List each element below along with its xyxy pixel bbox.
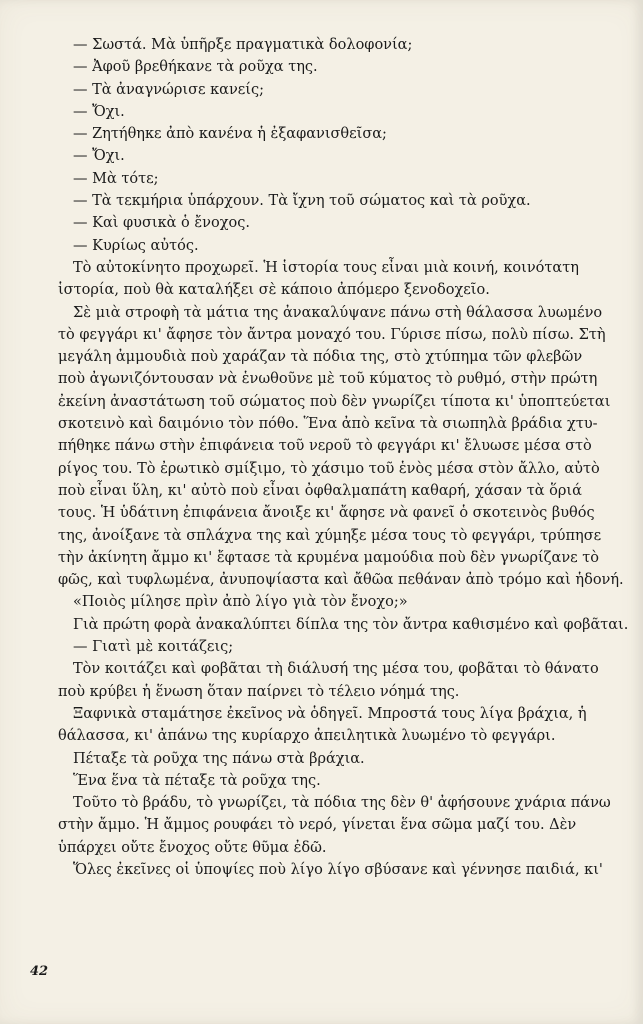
text-line: Τοῦτο τὸ βράδυ, τὸ γνωρίζει, τὰ πόδια της δὲν θ' ἀφήσουνε χνάρια πάνω — [73, 795, 611, 812]
page-number: 42 — [30, 964, 49, 979]
text-line: της, ἀνοίξανε τὰ σπλάχνα της καὶ χύμηξε μέσα τους τὸ φεγγάρι, τρύπησε — [58, 527, 602, 544]
text-line: — Γιατὶ μὲ κοιτάζεις; — [73, 639, 234, 656]
text-line: Ἕνα ἕνα τὰ πέταξε τὰ ροῦχα της. — [73, 772, 321, 789]
text-line: Τὸ αὐτοκίνητο προχωρεῖ. Ἡ ἱστορία τους εἶναι μιὰ κοινή, κοινότατη — [73, 259, 579, 276]
text-line: ὑπάρχει οὔτε ἔνοχος οὔτε θῦμα ἐδῶ. — [58, 839, 327, 856]
text-line: Γιὰ πρώτη φορὰ ἀνακαλύπτει δίπλα της τὸν ἄντρα καθισμένο καὶ φοβᾶται. — [72, 616, 629, 633]
text-line: στὴν ἄμμο. Ἡ ἄμμος ρουφάει τὸ νερό, γίνεται ἕνα σῶμα μαζί του. Δὲν — [58, 817, 577, 834]
text-line: Ὅλες ἐκεῖνες οἱ ὑποψίες ποὺ λίγο λίγο σβύσανε καὶ γέννησε παιδιά, κι' — [73, 861, 603, 878]
text-line: ἱστορία, ποὺ θὰ καταλήξει σὲ κάποιο ἀπόμερο ξενοδοχεῖο. — [58, 282, 490, 299]
text-line: — Σωστά. Μὰ ὑπῆρξε πραγματικὰ δολοφονία; — [73, 37, 413, 53]
text-line: — Ζητήθηκε ἀπὸ κανένα ἡ ἐξαφανισθεῖσα; — [73, 126, 387, 143]
text-line: Σὲ μιὰ στροφὴ τὰ μάτια της ἀνακαλύψανε πάνω στὴ θάλασσα λυωμένο — [73, 304, 603, 321]
text-line: — Ὄχι. — [73, 148, 125, 165]
text-line: πήθηκε πάνω στὴν ἐπιφάνεια τοῦ νεροῦ τὸ φεγγάρι κι' ἔλυωσε μέσα στὸ — [58, 438, 592, 455]
text-line: τὴν ἀκίνητη ἄμμο κι' ἔφτασε τὰ κρυμένα μαμούδια ποὺ δὲν γνωρίζανε τὸ — [58, 549, 600, 566]
text-line: φῶς, καὶ τυφλωμένα, ἀνυποψίαστα καὶ ἄθῶα πεθάναν ἀπὸ τρόμο καὶ ἡδονή. — [58, 572, 624, 589]
text-line: — Κυρίως αὐτός. — [73, 237, 199, 254]
text-line: — Ὄχι. — [73, 103, 125, 120]
text-line: ποὺ εἶναι ὕλη, κι' αὐτὸ ποὺ εἶναι ὀφθαλμαπάτη καθαρή, χάσαν τὰ ὅριά — [58, 482, 582, 499]
text-line: Ξαφνικὰ σταμάτησε ἐκεῖνος νὰ ὁδηγεῖ. Μπροστά τους λίγα βράχια, ἡ — [73, 705, 587, 722]
text-line: Πέταξε τὰ ροῦχα της πάνω στὰ βράχια. — [73, 750, 365, 767]
text-line: — Μὰ τότε; — [73, 170, 159, 187]
text-line: «Ποιὸς μίλησε πρὶν ἀπὸ λίγο γιὰ τὸν ἔνοχο;» — [73, 594, 408, 611]
text-line: — Καὶ φυσικὰ ὁ ἔνοχος. — [73, 215, 250, 232]
text-line: μεγάλη ἀμμουδιὰ ποὺ χαράζαν τὰ πόδια της, στὸ χτύπημα τῶν φλεβῶν — [58, 349, 583, 366]
page-text — [58, 34, 628, 881]
text-line: ποὺ ἀγωνιζόντουσαν νὰ ἑνωθοῦνε μὲ τοῦ κύματος τὸ ρυθμό, στὴν πρώτη — [58, 371, 598, 388]
text-line: ποὺ κρύβει ἡ ἕνωση ὅταν παίρνει τὸ τέλειο νόημά της. — [58, 683, 460, 700]
text-line: — Τὰ ἀναγνώρισε κανείς; — [73, 81, 264, 98]
text-line: — Ἀφοῦ βρεθήκανε τὰ ροῦχα της. — [73, 59, 318, 76]
text-line: Τὸν κοιτάζει καὶ φοβᾶται τὴ διάλυσή της μέσα του, φοβᾶται τὸ θάνατο — [73, 661, 599, 678]
text-line: τους. Ἡ ὑδάτινη ἐπιφάνεια ἄνοιξε κι' ἄφησε νὰ φανεῖ ὁ σκοτεινὸς βυθός — [58, 505, 595, 522]
text-line: — Τὰ τεκμήρια ὑπάρχουν. Τὰ ἴχνη τοῦ σώματος καὶ τὰ ροῦχα. — [73, 193, 531, 210]
text-line: ρίγος του. Τὸ ἐρωτικὸ σμίξιμο, τὸ χάσιμο τοῦ ἑνὸς μέσα στὸν ἄλλο, αὐτὸ — [58, 460, 600, 477]
text-line: ἐκείνη ἀναστάτωση τοῦ σώματος ποὺ δὲν γνωρίζει τίποτα κι' ὑποπτεύεται — [58, 393, 611, 410]
text-line: σκοτεινὸ καὶ δαιμόνιο τὸν πόθο. Ἕνα ἀπὸ κεῖνα τὰ σιωπηλὰ βράδια χτυ- — [58, 416, 598, 433]
text-line: τὸ φεγγάρι κι' ἄφησε τὸν ἄντρα μοναχό του. Γύρισε πίσω, πολὺ πίσω. Στὴ — [58, 326, 606, 343]
text-line: θάλασσα, κι' ἀπάνω της κυρίαρχο ἀπειλητικὰ λυωμένο τὸ φεγγάρι. — [58, 728, 556, 745]
